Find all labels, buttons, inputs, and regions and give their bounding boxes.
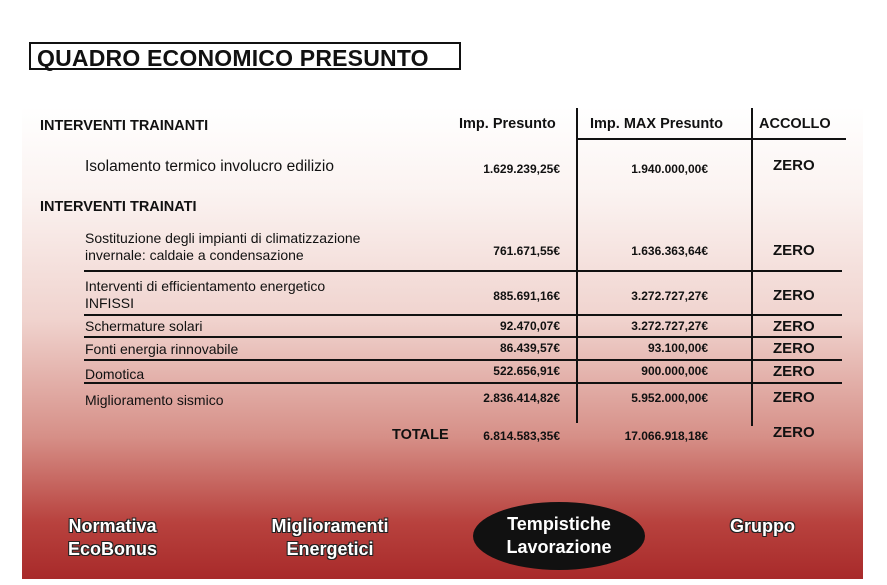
row-label: Schermature solari — [85, 318, 203, 334]
row-max-value: 1.636.363,64€ — [631, 244, 708, 258]
row-accollo-value: ZERO — [773, 157, 815, 174]
row-accollo-value: ZERO — [773, 389, 815, 406]
row-label: Isolamento termico involucro edilizio — [85, 158, 334, 175]
nav-tempistiche-lavorazione[interactable] — [473, 502, 645, 570]
header-accollo: ACCOLLO — [759, 116, 831, 132]
row-max-value: 93.100,00€ — [647, 341, 708, 355]
row-label-line1: Sostituzione degli impianti di climatizzazione — [85, 230, 361, 246]
row-divider-3 — [84, 336, 842, 338]
row-divider-5 — [84, 382, 842, 384]
row-accollo-value: ZERO — [773, 363, 815, 380]
header-interventi-trainati: INTERVENTI TRAINATI — [40, 199, 197, 215]
row-accollo-value: ZERO — [773, 287, 815, 304]
column-divider-2 — [751, 108, 753, 426]
nav-label-line2: Lavorazione — [506, 537, 612, 557]
nav-miglioramenti-energetici[interactable] — [255, 515, 405, 561]
column-divider-1 — [576, 108, 578, 423]
page-title: QUADRO ECONOMICO PRESUNTO — [29, 42, 461, 70]
row-label: Domotica — [85, 366, 145, 382]
totale-accollo-value: ZERO — [773, 424, 815, 441]
row-max-value: 1.940.000,00€ — [631, 162, 708, 176]
nav-label-line1: Normativa — [68, 516, 157, 536]
nav-gruppo[interactable] — [705, 515, 820, 538]
nav-label-line1: Miglioramenti — [271, 516, 389, 536]
header-imp-presunto: Imp. Presunto — [459, 116, 556, 132]
row-imp-value: 885.691,16€ — [493, 289, 560, 303]
row-label: Miglioramento sismico — [85, 392, 224, 408]
row-max-value: 3.272.727,27€ — [631, 319, 708, 333]
totale-label: TOTALE — [392, 427, 449, 443]
totale-imp-value: 6.814.583,35€ — [483, 429, 560, 443]
row-divider-2 — [84, 314, 842, 316]
nav-label-line2: Energetici — [286, 539, 374, 559]
row-label-line2: INFISSI — [85, 295, 135, 311]
row-accollo-value: ZERO — [773, 340, 815, 357]
header-underline — [576, 138, 846, 140]
row-imp-value: 761.671,55€ — [493, 244, 560, 258]
row-imp-value: 92.470,07€ — [499, 319, 560, 333]
totale-max-value: 17.066.918,18€ — [624, 429, 708, 443]
nav-label-line1: Tempistiche — [507, 514, 611, 534]
row-divider-1 — [84, 270, 842, 272]
row-imp-value: 2.836.414,82€ — [483, 391, 560, 405]
row-max-value: 900.000,00€ — [641, 364, 708, 378]
row-divider-4 — [84, 359, 842, 361]
row-accollo-value: ZERO — [773, 242, 815, 259]
row-imp-value: 522.656,91€ — [493, 364, 560, 378]
header-imp-max-presunto: Imp. MAX Presunto — [590, 116, 723, 132]
row-label-line2: invernale: caldaie a condensazione — [85, 247, 304, 263]
row-imp-value: 1.629.239,25€ — [483, 162, 560, 176]
row-max-value: 5.952.000,00€ — [631, 391, 708, 405]
header-interventi-trainanti: INTERVENTI TRAINANTI — [40, 118, 209, 134]
row-label: Fonti energia rinnovabile — [85, 341, 239, 357]
row-accollo-value: ZERO — [773, 318, 815, 335]
row-max-value: 3.272.727,27€ — [631, 289, 708, 303]
nav-label: Gruppo — [730, 516, 795, 536]
nav-normativa-ecobonus[interactable] — [40, 515, 185, 561]
row-label-line1: Interventi di efficientamento energetico — [85, 278, 326, 294]
row-imp-value: 86.439,57€ — [499, 341, 560, 355]
nav-label-line2: EcoBonus — [67, 539, 157, 559]
